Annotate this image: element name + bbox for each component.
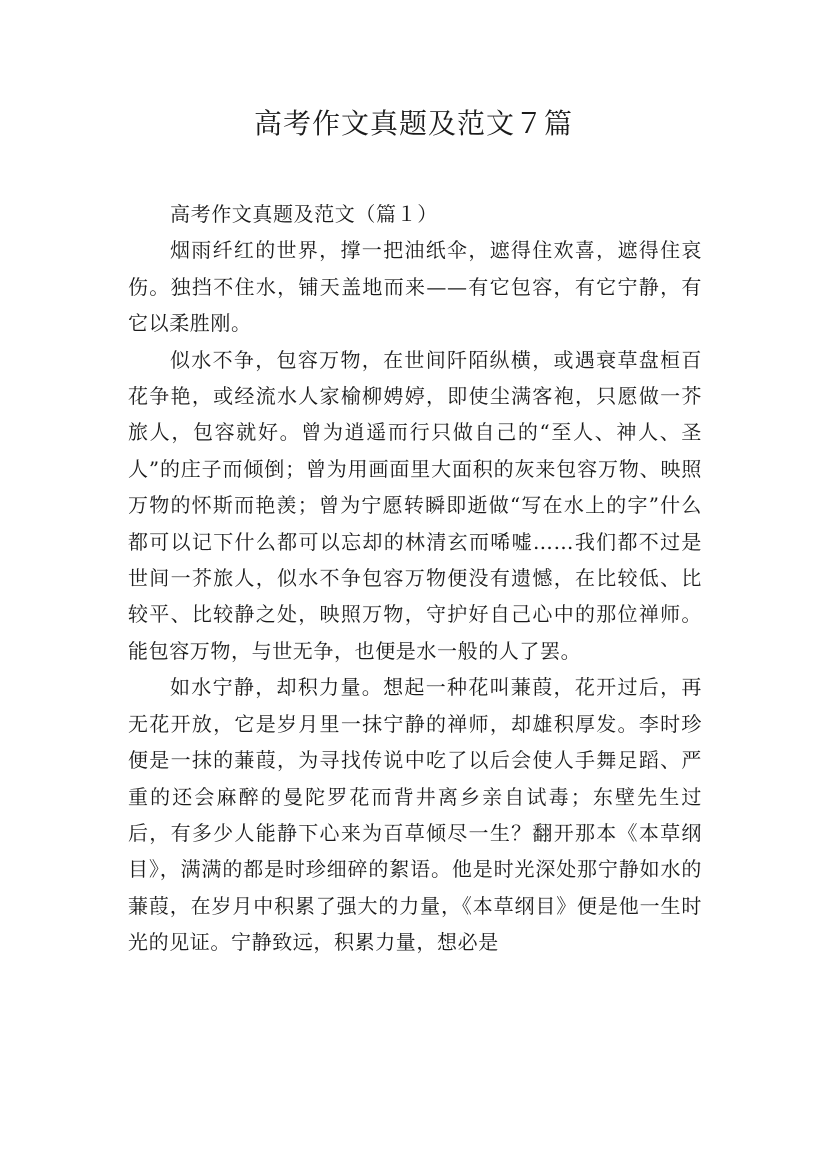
paragraph-2: 似水不争，包容万物，在世间阡陌纵横，或遇衰草盘桓百花争艳，或经流水人家榆柳娉婷，即使尘满客袍，只愿做一芥旅人，包容就好。曾为逍遥而行只做自己的“至人、神人、圣人”的庄子而倾倒；曾为用画面里大面积的灰来包容万物、映照万物的怀斯而艳羡；曾为宁愿转瞬即逝做“写在水上的字”什么都可以记下什么都可以忘却的林清玄而唏嘘……我们都不过是世间一芥旅人，似水不争包容万物便没有遗憾，在比较低、比较平、比较静之处，映照万物，守护好自己心中的那位禅师。能包容万物，与世无争，也便是水一般的人了罢。	[128, 347, 702, 663]
paragraph-1: 烟雨纤红的世界，撑一把油纸伞，遮得住欢喜，遮得住哀伤。独挡不住水，铺天盖地而来——有它包容，有它宁静，有它以柔胜刚。	[128, 238, 702, 336]
section-heading: 高考作文真题及范文（篇１）	[170, 202, 438, 226]
document-body	[128, 196, 702, 961]
document-title: 高考作文真题及范文７篇	[253, 107, 573, 140]
paragraph-3: 如水宁静，却积力量。想起一种花叫蒹葭，花开过后，再无花开放，它是岁月里一抹宁静的禅师，却雄积厚发。李时珍便是一抹的蒹葭，为寻找传说中吃了以后会使人手舞足蹈、严重的还会麻醉的曼陀罗花而背井离乡亲自试毒；东壁先生过后，有多少人能静下心来为百草倾尽一生？翻开那本《本草纲目》，满满的都是时珍细碎的絮语。他是时光深处那宁静如水的蒹葭，在岁月中积累了强大的力量，《本草纲目》便是他一生时光的见证。宁静致远，积累力量，想必是	[128, 675, 702, 955]
